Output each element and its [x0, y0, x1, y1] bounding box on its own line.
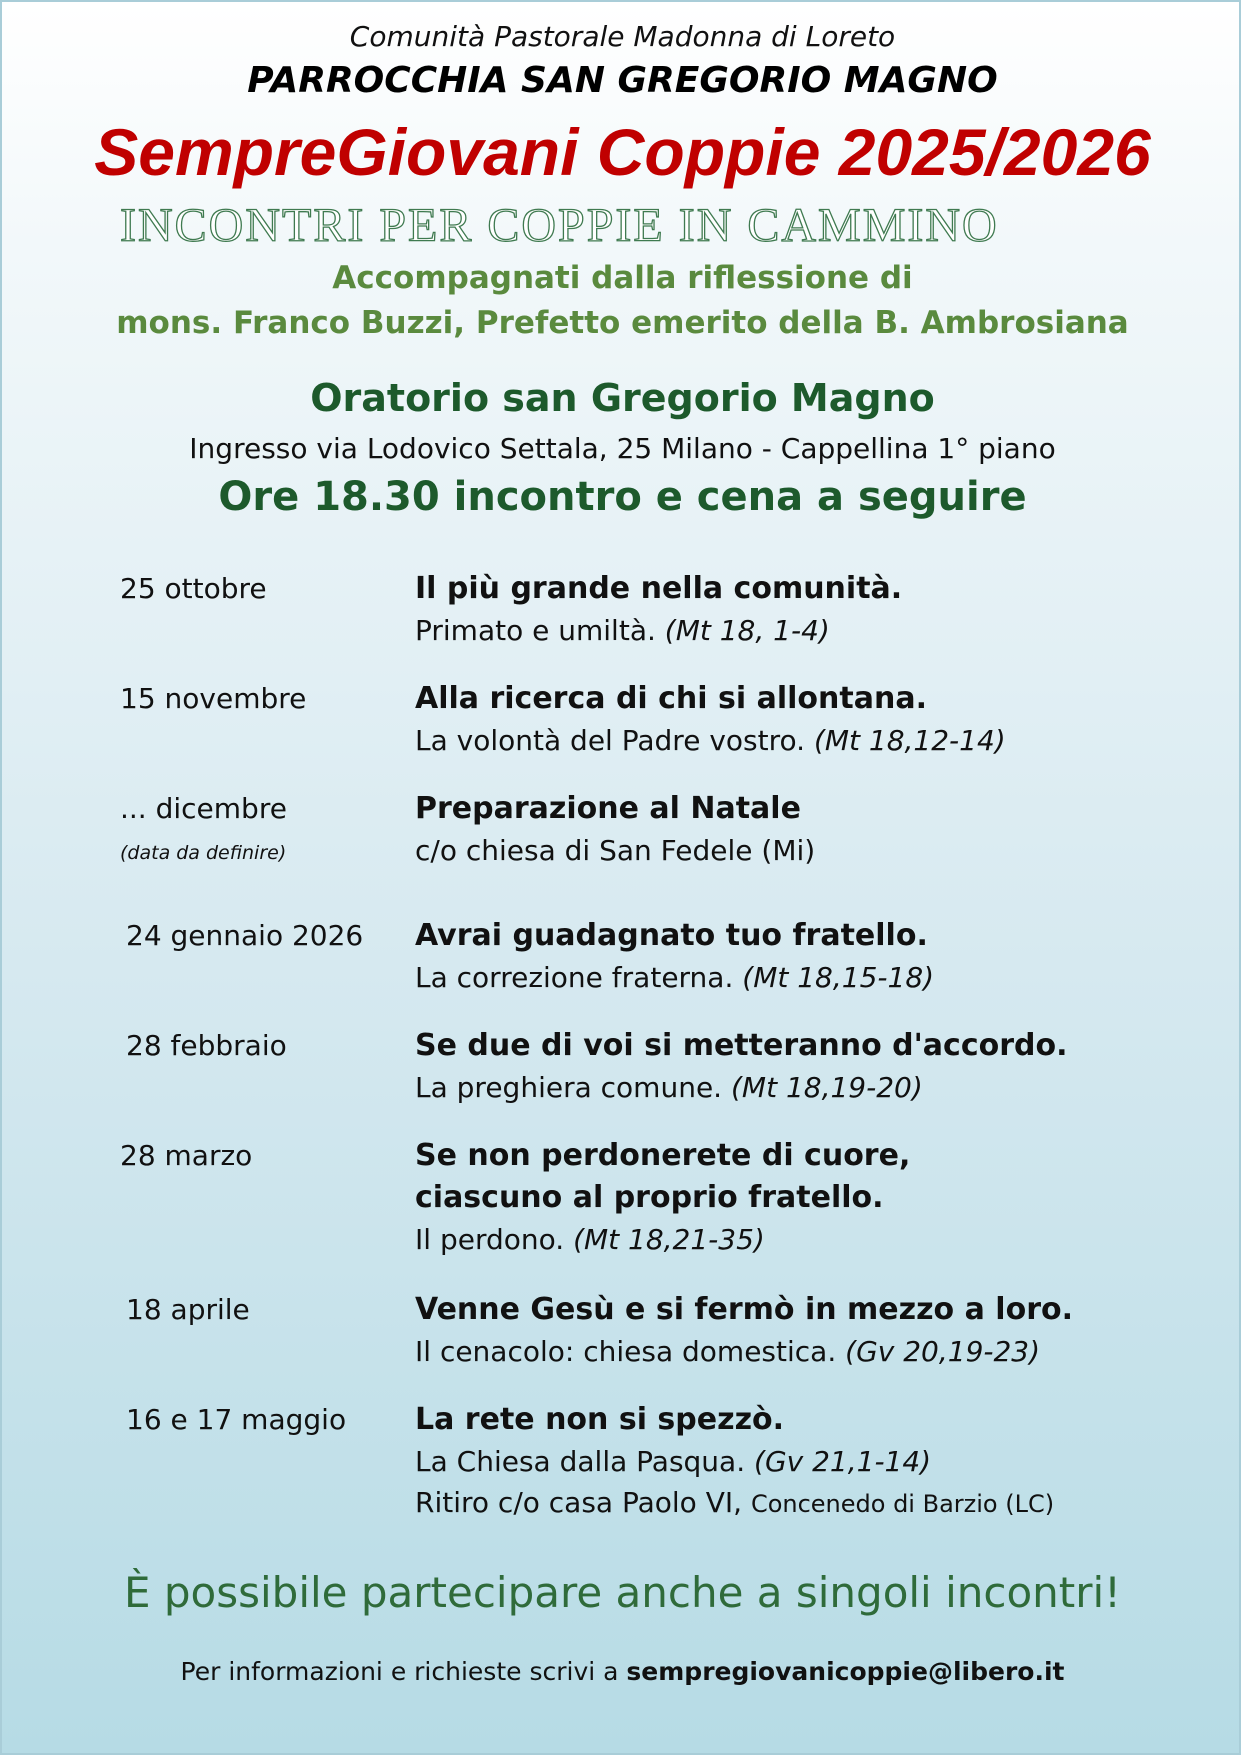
event-description: La correzione fraterna. — [415, 961, 734, 994]
event-title: Se due di voi si metteranno d'accordo. — [415, 1028, 1068, 1063]
event-reference: (Mt 18,19-20) — [730, 1071, 923, 1104]
event-date: ... dicembre — [120, 792, 287, 825]
event-date-note: (data da definire) — [120, 842, 287, 864]
event-title: Avrai guadagnato tuo fratello. — [415, 918, 928, 953]
event-retreat-location: Concenedo di Barzio (LC) — [750, 1490, 1055, 1518]
contact-line — [2, 1657, 1241, 1686]
venue-name: Oratorio san Gregorio Magno — [310, 376, 935, 420]
event-title: Venne Gesù e si fermò in mezzo a loro. — [415, 1292, 1073, 1327]
community-name: Comunità Pastorale Madonna di Loreto — [349, 20, 896, 53]
event-description: Il perdono. — [415, 1223, 565, 1256]
event-date: 16 e 17 maggio — [126, 1403, 347, 1436]
event-date: 28 marzo — [120, 1139, 253, 1172]
meeting-time: Ore 18.30 incontro e cena a seguire — [218, 474, 1027, 520]
event-date: 25 ottobre — [120, 572, 267, 605]
event-description: c/o chiesa di San Fedele (Mi) — [415, 834, 816, 867]
event-reference: (Mt 18,12-14) — [813, 724, 1006, 757]
closing-message: È possibile partecipare anche a singoli incontri! — [123, 1568, 1122, 1617]
event-details — [415, 1289, 1073, 1372]
event-retreat: Ritiro c/o casa Paolo VI, — [415, 1486, 743, 1519]
event-details — [415, 1135, 910, 1260]
event-description: La preghiera comune. — [415, 1071, 723, 1104]
event-reference: (Mt 18,15-18) — [742, 961, 935, 994]
event-description: La volontà del Padre vostro. — [415, 724, 806, 757]
event-title: Preparazione al Natale — [415, 791, 801, 826]
event-details — [415, 1399, 1054, 1525]
guide-line-2: mons. Franco Buzzi, Prefetto emerito della B. Ambrosiana — [116, 305, 1129, 341]
event-title: La rete non si spezzò. — [415, 1402, 785, 1437]
parish-name: PARROCCHIA SAN GREGORIO MAGNO — [247, 60, 998, 101]
guide-line-1: Accompagnati dalla riflessione di — [332, 260, 913, 296]
event-title-continued: ciascuno al proprio fratello. — [415, 1180, 884, 1215]
subtitle: INCONTRI PER COPPIE IN CAMMINO — [120, 199, 999, 252]
event-title: Il più grande nella comunità. — [415, 571, 903, 606]
event-description: La Chiesa dalla Pasqua. — [415, 1445, 746, 1478]
event-date: 15 novembre — [120, 682, 307, 715]
event-reference: (Mt 18, 1-4) — [664, 614, 830, 647]
event-details — [415, 788, 815, 871]
venue-address: Ingresso via Lodovico Settala, 25 Milano - Cappellina 1° piano — [189, 432, 1056, 465]
contact-text: Per informazioni e richieste scrivi a — [180, 1657, 619, 1686]
event-reference: (Gv 20,19-23) — [845, 1335, 1041, 1368]
event-reference: (Mt 18,21-35) — [573, 1223, 765, 1256]
event-title: Se non perdonerete di cuore, — [415, 1138, 911, 1173]
event-details — [415, 568, 902, 651]
event-details — [415, 1025, 1068, 1108]
event-details — [415, 915, 934, 998]
event-details — [415, 678, 1006, 761]
event-title: Alla ricerca di chi si allontana. — [415, 681, 927, 716]
event-description: Primato e umiltà. — [415, 614, 656, 647]
page-title: SempreGiovani Coppie 2025/2026 — [94, 115, 1151, 189]
event-reference: (Gv 21,1-14) — [754, 1445, 932, 1478]
event-date: 18 aprile — [126, 1293, 250, 1326]
event-description: Il cenacolo: chiesa domestica. — [415, 1335, 837, 1368]
event-date: 24 gennaio 2026 — [126, 919, 364, 952]
event-date: 28 febbraio — [126, 1029, 287, 1062]
contact-email[interactable]: sempregiovanicoppie@libero.it — [626, 1657, 1065, 1686]
